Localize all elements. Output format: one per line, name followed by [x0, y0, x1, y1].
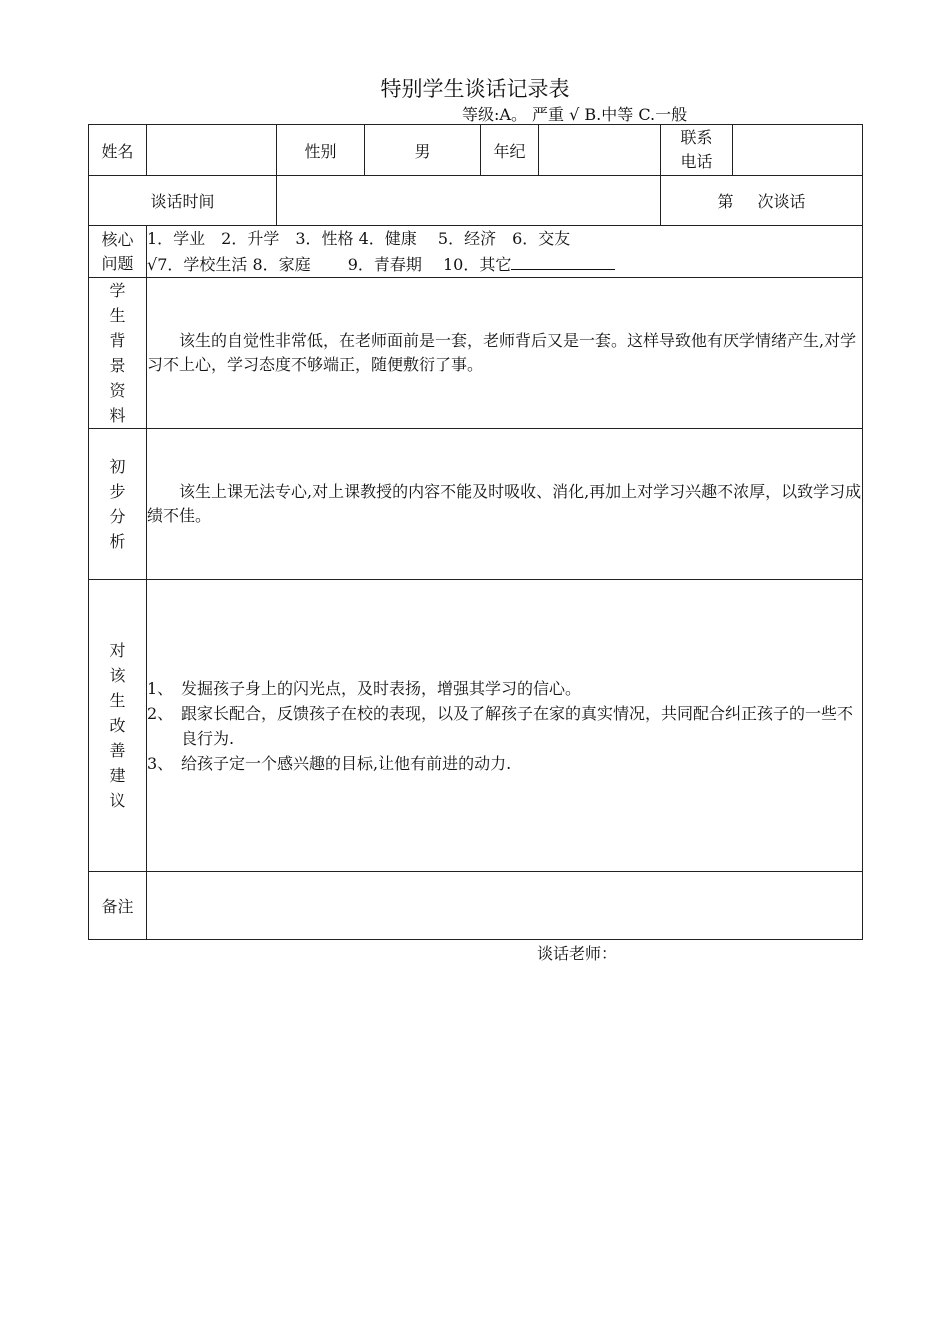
age-field[interactable]: [539, 125, 661, 176]
suggestion-item: [147, 676, 862, 701]
basic-info-row: [89, 125, 863, 176]
remarks-row: [89, 872, 863, 940]
background-label-char: 背: [109, 331, 126, 350]
name-field[interactable]: [147, 125, 277, 176]
background-label-char: 资: [109, 381, 126, 400]
suggestion-item: [147, 751, 862, 776]
suggestions-label-char: 对: [109, 641, 126, 660]
analysis-label-char: 初: [109, 457, 126, 476]
suggestion-text: 给孩子定一个感兴趣的目标,让他有前进的动力.: [181, 753, 512, 773]
analysis-label-char: 分: [109, 507, 126, 526]
talk-time-row: [89, 176, 863, 226]
phone-label: [661, 125, 733, 176]
background-content: [147, 278, 863, 429]
background-label-char: 景: [109, 356, 126, 375]
remarks-label: 备注: [89, 872, 147, 940]
suggestion-item: [147, 701, 862, 751]
analysis-label-char: 步: [109, 482, 126, 501]
core-issue-label: [89, 226, 147, 278]
age-label: 年纪: [481, 125, 539, 176]
background-text: 该生的自觉性非常低，在老师面前是一套，老师背后又是一套。这样导致他有厌学情绪产生,对学习不上心，学习态度不够端正，随便敷衍了事。: [147, 331, 857, 374]
core-issue-options: [147, 226, 863, 278]
suggestions-label-char: 建: [109, 766, 126, 785]
background-label-char: 料: [109, 406, 126, 425]
suggestions-label-char: 改: [109, 716, 126, 735]
core-issue-label-line1: 核心: [101, 229, 134, 249]
core-issue-line1: 1．学业 2．升学 3．性格 4．健康 5．经济 6．交友: [147, 229, 571, 248]
grade-line: 等级:A。 严重 √ B.中等 C.一般: [462, 105, 688, 124]
teacher-signature-label: 谈话老师：: [537, 944, 618, 963]
talk-count: [661, 176, 863, 226]
analysis-content: [147, 429, 863, 580]
suggestions-row: [89, 580, 863, 872]
suggestion-text: 跟家长配合，反馈孩子在校的表现，以及了解孩子在家的真实情况，共同配合纠正孩子的一些不良行为.: [181, 703, 854, 748]
suggestion-text: 发掘孩子身上的闪光点，及时表扬，增强其学习的信心。: [181, 678, 582, 698]
core-issue-line2-text: √7．学校生活 8．家庭 9．青春期 10．其它: [147, 255, 512, 274]
analysis-row: [89, 429, 863, 580]
record-table: [88, 124, 863, 940]
talk-count-suffix: 次谈话: [757, 192, 806, 211]
suggestions-label-char: 生: [109, 691, 126, 710]
suggestions-label-char: 善: [109, 741, 126, 760]
page-title: 特别学生谈话记录表: [380, 77, 570, 101]
remarks-field[interactable]: [147, 872, 863, 940]
suggestions-label-char: 议: [109, 791, 126, 810]
phone-field[interactable]: [733, 125, 863, 176]
phone-label-line2: 电话: [680, 152, 713, 171]
talk-count-prefix: 第: [717, 192, 734, 211]
phone-label-line1: 联系: [680, 128, 713, 147]
suggestions-label: [89, 580, 147, 872]
analysis-label-char: 析: [109, 532, 126, 551]
talk-time-field[interactable]: [277, 176, 661, 226]
analysis-text: 该生上课无法专心,对上课教授的内容不能及时吸收、消化,再加上对学习兴趣不浓厚，以致学习成绩不佳。: [147, 482, 862, 525]
talk-time-label: 谈话时间: [89, 176, 277, 226]
other-blank-line[interactable]: [511, 251, 615, 270]
background-label-char: 生: [109, 306, 126, 325]
background-label: [89, 278, 147, 429]
core-issue-row: [89, 226, 863, 278]
suggestions-label-char: 该: [109, 666, 126, 685]
background-label-char: 学: [109, 281, 126, 300]
core-issue-label-line2: 问题: [101, 253, 134, 273]
suggestion-number: 3、: [147, 753, 174, 773]
analysis-label: [89, 429, 147, 580]
gender-label: 性别: [277, 125, 365, 176]
gender-field[interactable]: 男: [365, 125, 481, 176]
suggestion-number: 2、: [147, 703, 174, 723]
suggestions-content: [147, 580, 863, 872]
background-row: [89, 278, 863, 429]
core-issue-line2: [147, 251, 862, 277]
suggestion-number: 1、: [147, 678, 174, 698]
name-label: 姓名: [89, 125, 147, 176]
